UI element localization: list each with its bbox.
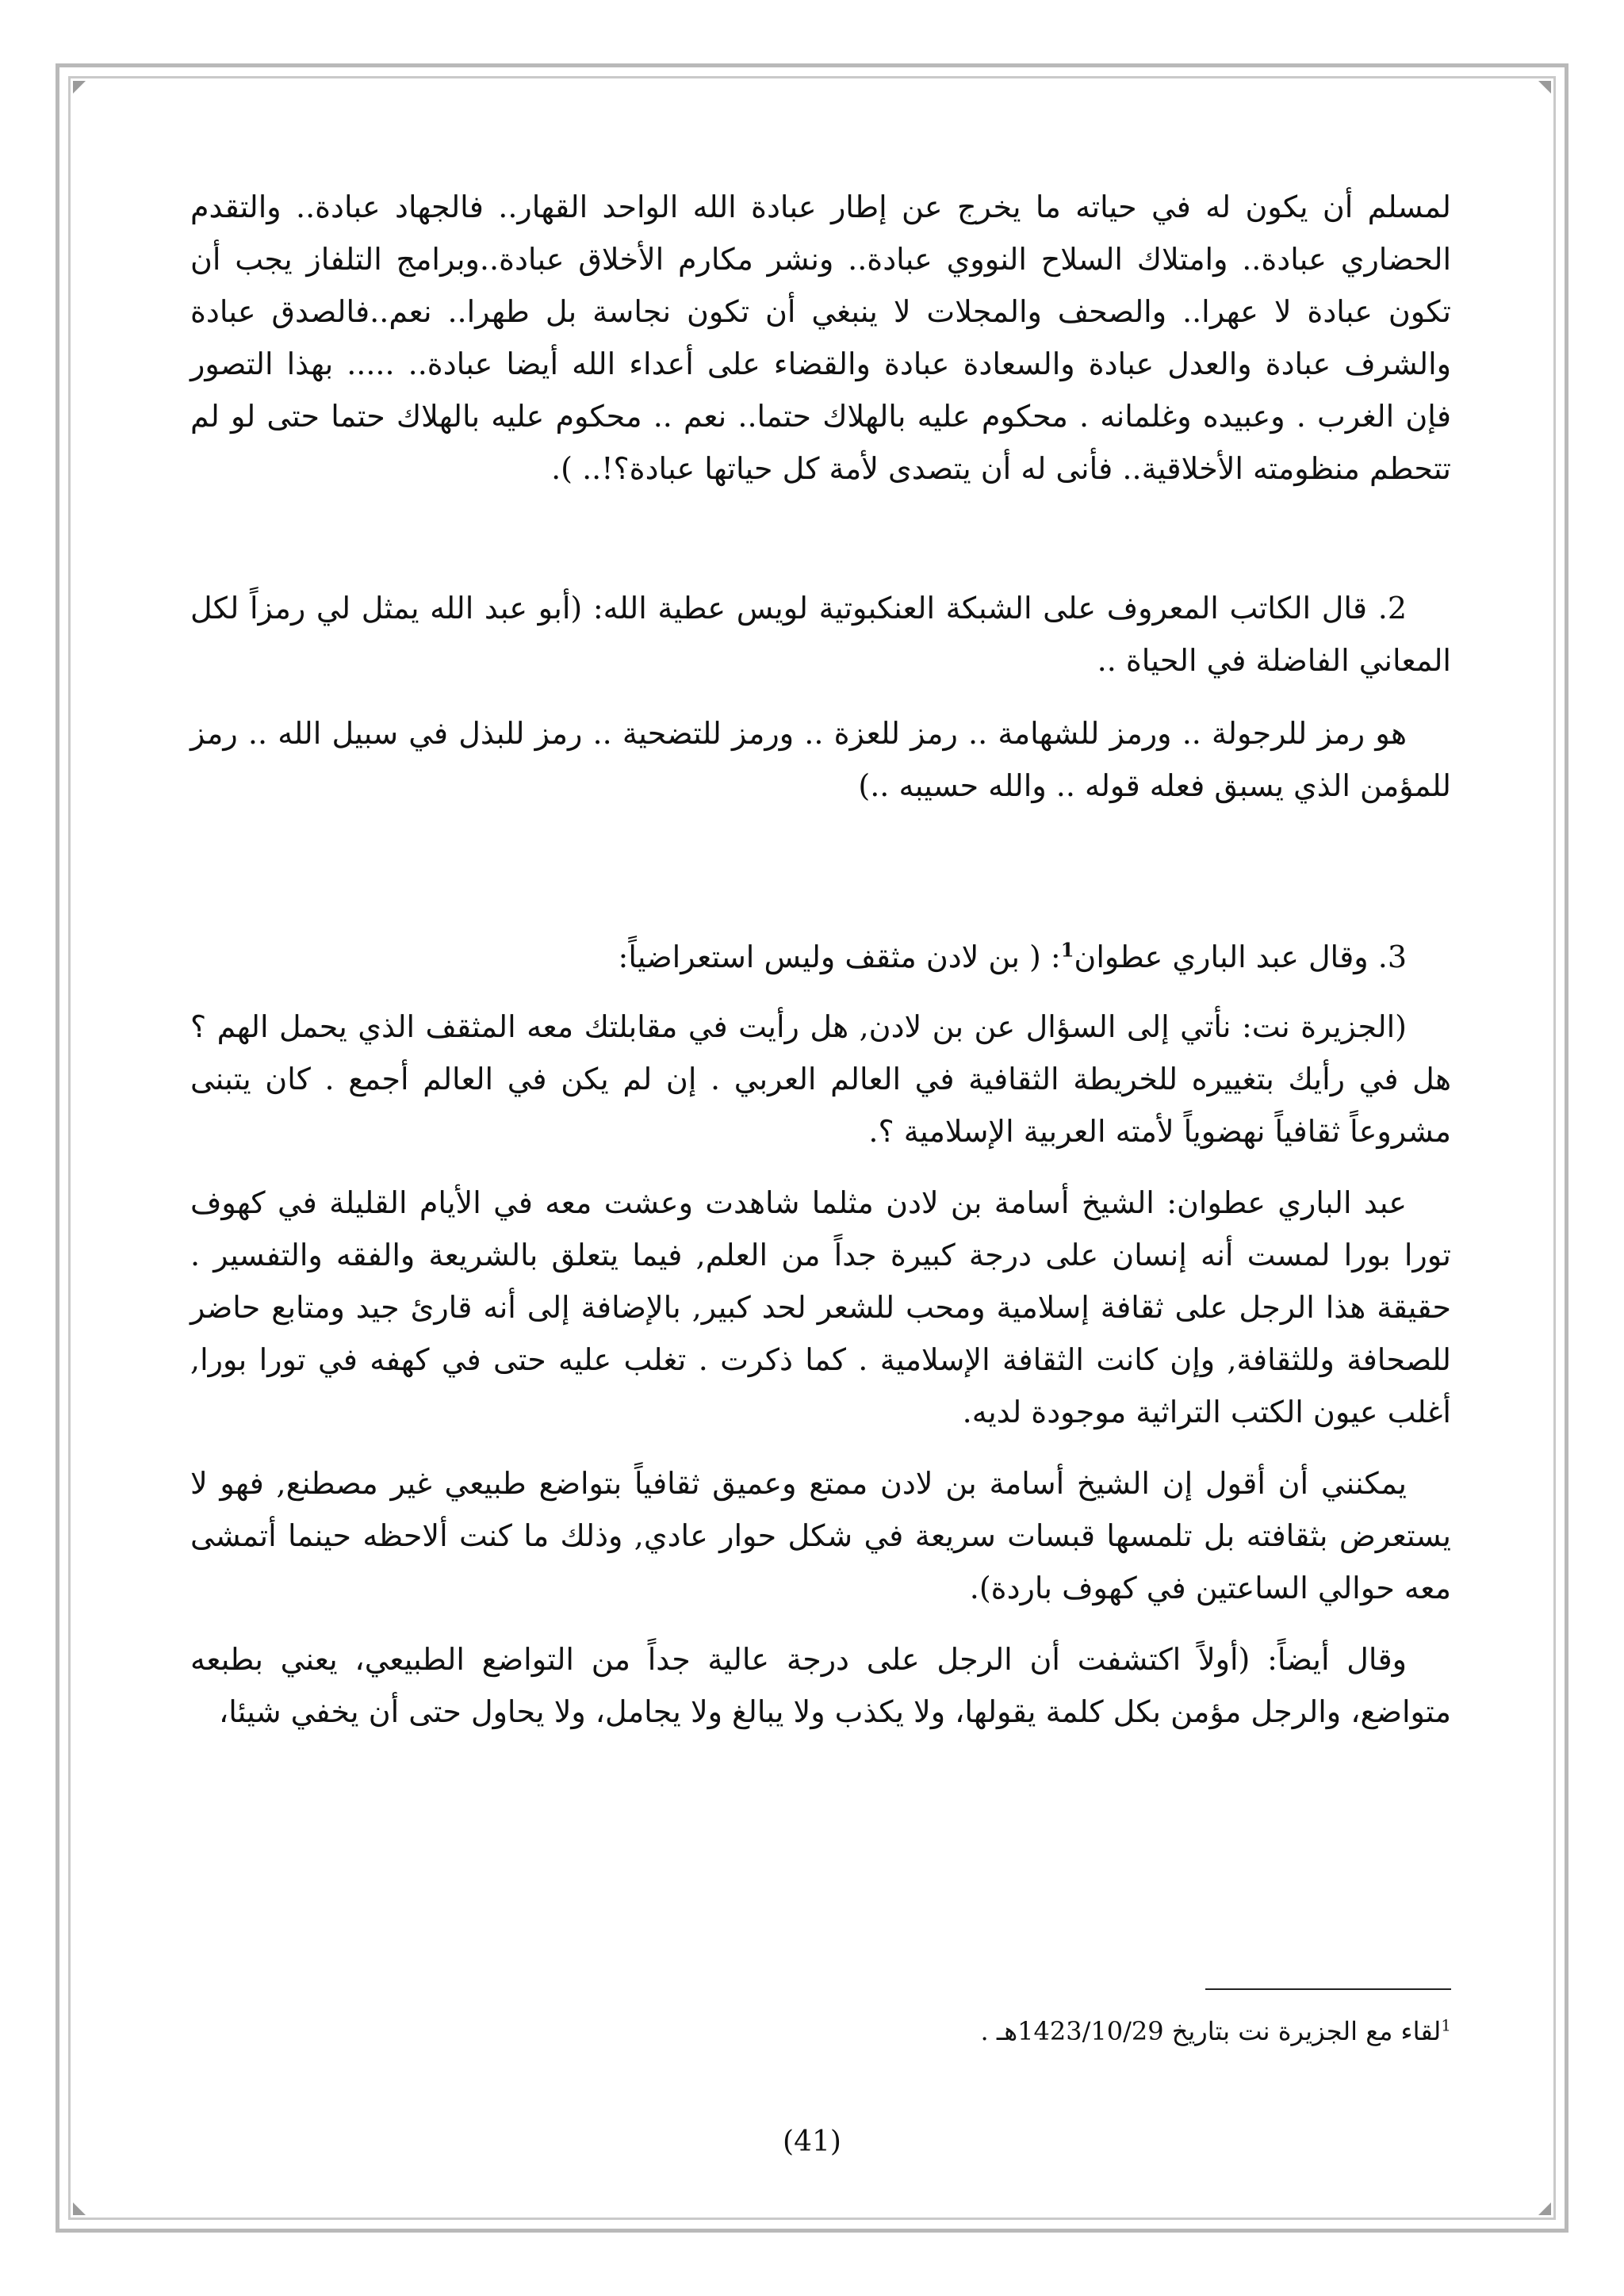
interview-answer: عبد الباري عطوان: الشيخ أسامة بن لادن مثلما شاهدت وعشت معه في الأيام القليلة في كهوف تورا بورا لمست أنه إنسان على درجة كبيرة جداً من العلم, فيما يتعلق بالشريعة والفقه والتفسير . حقيقة هذا الرجل على ثقافة إسلامية ومحب للشعر لحد كبير, بالإضافة إلى أنه قارئ جيد ومتابع حاضر للصحافة وللثقافة, وإن كانت الثقافة الإسلامية . كما ذكرت . تغلب عليه حتى في كهفه في تورا بورا, أغلب عيون الكتب التراثية موجودة لديه. xyxy=(190,1185,1451,1429)
item-3-text-tail: : ( بن لادن مثقف وليس استعراضياً: xyxy=(618,939,1061,974)
interview-answer-continued: يمكنني أن أقول إن الشيخ أسامة بن لادن ممتع وعميق ثقافياً بتواضع طبيعي غير مصطنع, فهو لا يستعرض بثقافته بل تلمسها قبسات سريعة في شكل حوار عادي, وذلك ما كنت ألاحظه حينما أتمشى معه حوالي الساعتين في كهوف باردة). xyxy=(190,1466,1451,1605)
paragraph-item-3 xyxy=(190,931,1451,983)
paragraph-item-2: 2. قال الكاتب المعروف على الشبكة العنكبوتية لويس عطية الله: (أبو عبد الله يمثل لي رمزاً لكل المعاني الفاضلة في الحياة .. xyxy=(190,591,1451,678)
page-body xyxy=(190,181,1451,1738)
interview-question: (الجزيرة نت: نأتي إلى السؤال عن بن لادن, هل رأيت في مقابلتك معه المثقف الذي يحمل الهم ؟ هل في رأيك بتغييره للخريطة الثقافية في العالم العربي . إن لم يكن في العالم أجمع . كان يتبنى مشروعاً ثقافياً نهضوياً لأمته العربية الإسلامية ؟. xyxy=(190,1009,1451,1149)
corner-ornament-bottom-left xyxy=(73,2202,86,2215)
paragraph-item-2-quote: هو رمز للرجولة .. ورمز للشهامة .. رمز للعزة .. ورمز للتضحية .. رمز للبذل في سبيل الله .. رمز للمؤمن الذي يسبق فعله قوله .. والله حسيبه ..) xyxy=(190,716,1451,803)
footnote-separator xyxy=(1205,1988,1451,1990)
interview-second-quote: وقال أيضاً: (أولاً اكتشفت أن الرجل على درجة عالية جداً من التواضع الطبيعي، يعني بطبعه متواضع، والرجل مؤمن بكل كلمة يقولها، ولا يكذب ولا يبالغ ولا يجامل، ولا يحاول حتى أن يخفي شيئا، xyxy=(190,1642,1451,1729)
corner-ornament-bottom-right xyxy=(1538,2202,1551,2215)
corner-ornament-top-left xyxy=(73,81,86,94)
corner-ornament-top-right xyxy=(1538,81,1551,94)
footnote xyxy=(793,2014,1451,2049)
paragraph-continuation: لمسلم أن يكون له في حياته ما يخرج عن إطار عبادة الله الواحد القهار.. فالجهاد عبادة.. والتقدم الحضاري عبادة.. وامتلاك السلاح النووي عبادة.. ونشر مكارم الأخلاق عبادة..وبرامج التلفاز يجب أن تكون عبادة لا عهرا.. والصحف والمجلات لا ينبغي أن تكون نجاسة بل طهرا.. نعم..فالصدق عبادة والشرف عبادة والعدل عبادة والسعادة عبادة والقضاء على أعداء الله أيضا عبادة.. ..... بهذا التصور فإن الغرب . وعبيده وغلمانه . محكوم عليه بالهلاك حتما.. نعم .. محكوم عليه بالهلاك حتما حتى لو لم تتحطم منظومته الأخلاقية.. فأنى له أن يتصدى لأمة كل حياتها عبادة؟!.. ). xyxy=(190,189,1451,486)
footnote-text: لقاء مع الجزيرة نت بتاريخ 1423/10/29هـ . xyxy=(980,2016,1442,2046)
page-number: (41) xyxy=(783,2126,841,2158)
footnote-reference[interactable]: 1 xyxy=(1060,938,1074,962)
item-3-text: 3. وقال عبد الباري عطوان xyxy=(1074,939,1407,974)
footnote-number: 1 xyxy=(1441,2015,1451,2035)
